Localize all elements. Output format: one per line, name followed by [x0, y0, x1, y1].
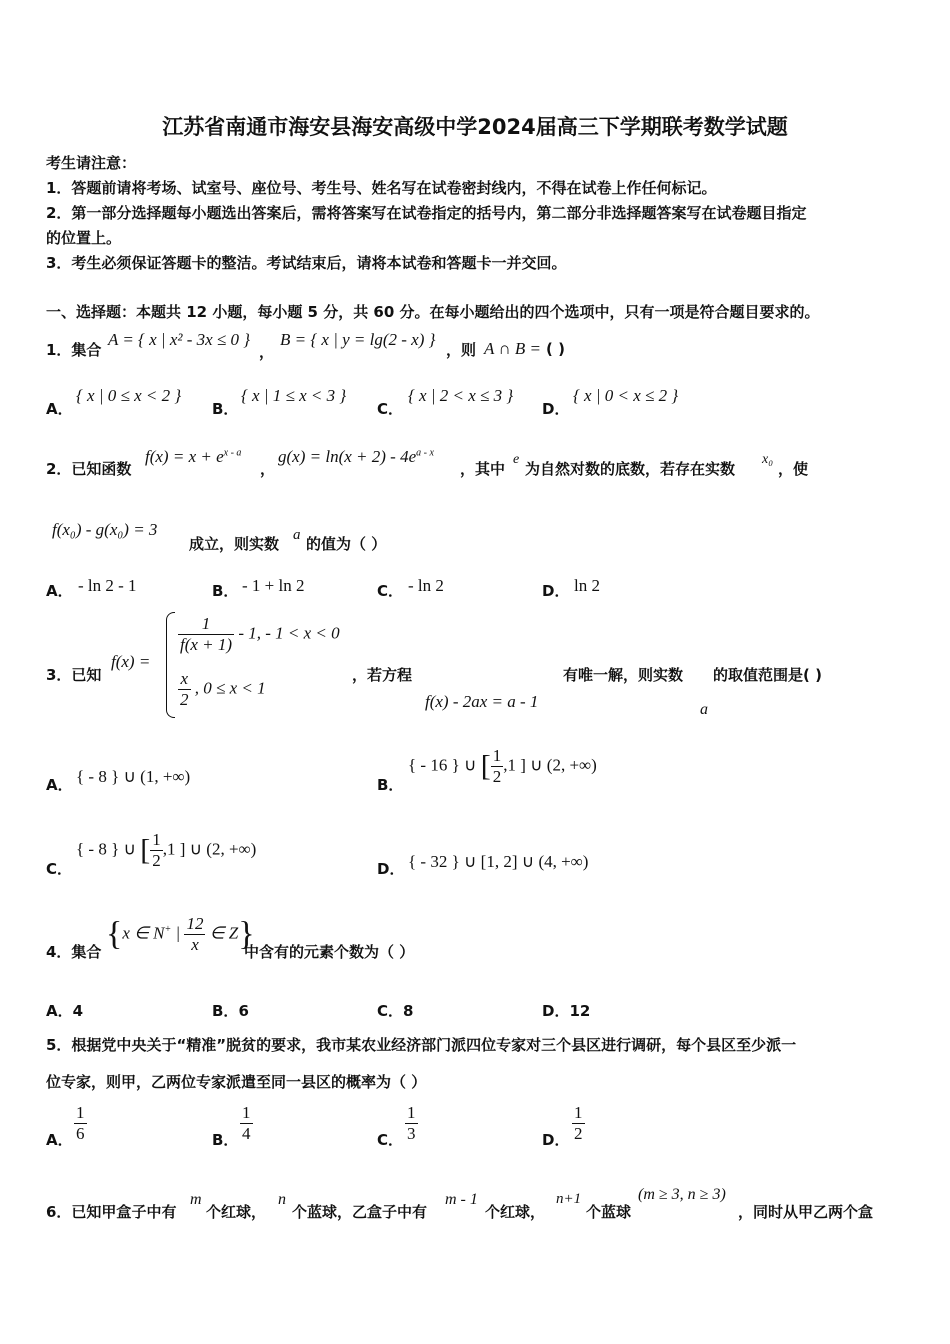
q3-option-b-label: B．: [377, 776, 404, 794]
q4-option-d: D．12: [542, 1002, 591, 1020]
q5-option-b: $\frac{1}{4}$: [242, 1103, 251, 1143]
notice-heading: 考生请注意：: [46, 154, 137, 172]
q2-g: $g(x) = \ln(x + 2) - 4e^{a - x}$: [278, 447, 434, 466]
q2-condition: f(x₀) - g(x₀) = 3: [52, 520, 158, 539]
q1-option-b: { x | 1 ≤ x < 3 }: [241, 386, 347, 405]
q4-lead: 4．集合: [46, 943, 102, 961]
q6-n: n: [278, 1191, 286, 1208]
q5-option-d: $\frac{1}{2}$: [574, 1103, 583, 1143]
q2-option-a-label: A．: [46, 582, 73, 600]
q1-option-d: { x | 0 < x ≤ 2 }: [573, 386, 679, 405]
q2-e: e: [513, 452, 520, 467]
q1-option-c-label: C．: [377, 400, 404, 418]
q4-option-c: C．8: [377, 1002, 414, 1020]
q3-case-2: $\frac{x}{2}$ , 0 ≤ x < 1: [180, 669, 266, 709]
q2-option-d: ln 2: [574, 576, 600, 595]
q6-condition: (m ≥ 3, n ≥ 3): [638, 1186, 726, 1203]
q5-option-c-label: C．: [377, 1131, 404, 1149]
q3-mid3: 的取值范围是( ): [713, 666, 822, 684]
q2-option-d-label: D．: [542, 582, 570, 600]
q3-option-c: { - 8 } ∪ [ $\frac{1}{2}$ ,1 ] ∪ (2, +∞): [76, 830, 257, 870]
q1-lead: 1．集合: [46, 341, 102, 359]
q5-option-b-label: B．: [212, 1131, 239, 1149]
q4-option-a: A．4: [46, 1002, 84, 1020]
q6-n-plus-1: n+1: [556, 1191, 582, 1207]
q6-t1: 个红球，: [206, 1203, 267, 1221]
q6-m-minus-1: m - 1: [445, 1191, 478, 1208]
q6-t4: 个蓝球: [586, 1203, 632, 1221]
q2-x0: x₀: [762, 452, 774, 467]
q6-m: m: [190, 1191, 202, 1208]
q2-option-b-label: B．: [212, 582, 239, 600]
notice-item: 的位置上。: [46, 229, 122, 247]
q3-option-a-label: A．: [46, 776, 73, 794]
q2-cond-tail: 的值为（ ）: [306, 535, 387, 553]
q6-t3: 个红球，: [485, 1203, 546, 1221]
q3-option-c-label: C．: [46, 860, 73, 878]
q1-sep: ，: [259, 343, 275, 361]
q1-ask: ，则: [446, 341, 477, 359]
q5-option-d-label: D．: [542, 1131, 570, 1149]
q3-option-b: { - 16 } ∪ [ $\frac{1}{2}$ ,1 ] ∪ (2, +∞): [408, 746, 597, 786]
q2-option-c: - ln 2: [408, 576, 444, 595]
q4-tail: 中含有的元素个数为（ ）: [244, 943, 415, 961]
q4-set: {x ∈ N+ | $\frac{12}{x}$ ∈ Z}: [106, 914, 255, 954]
q3-lead: 3．已知: [46, 666, 102, 684]
q1-option-a-label: A．: [46, 400, 73, 418]
q6-lead: 6．已知甲盒子中有: [46, 1203, 177, 1221]
q2-option-c-label: C．: [377, 582, 404, 600]
q2-a: a: [293, 527, 301, 543]
q3-option-d: { - 32 } ∪ [1, 2] ∪ (4, +∞): [408, 852, 589, 871]
q6-t2: 个蓝球，乙盒子中有: [292, 1203, 428, 1221]
q1-option-d-label: D．: [542, 400, 570, 418]
q2-mid2: 为自然对数的底数，若存在实数: [525, 460, 736, 478]
q5-line-2: 位专家，则甲，乙两位专家派遣至同一县区的概率为（ ）: [46, 1073, 427, 1091]
q5-option-a-label: A．: [46, 1131, 73, 1149]
notice-item: 1．答题前请将考场、试室号、座位号、考生号、姓名写在试卷密封线内，不得在试卷上作任何标记。: [46, 179, 717, 197]
page-title: 江苏省南通市海安县海安高级中学2024届高三下学期联考数学试题: [162, 115, 788, 139]
q3-option-a: { - 8 } ∪ (1, +∞): [76, 767, 191, 786]
q2-lead: 2．已知函数: [46, 460, 132, 478]
q2-f: $f(x) = x + e^{x - a}$: [145, 447, 242, 466]
q3-option-d-label: D．: [377, 860, 405, 878]
q3-equation: f(x) - 2ax = a - 1: [425, 692, 539, 711]
q6-t5: ，同时从甲乙两个盒: [738, 1203, 874, 1221]
q3-case-1: $\frac{1}{f(x + 1)}$ - 1, - 1 < x < 0: [180, 614, 340, 654]
q1-expr: A ∩ B =: [484, 339, 541, 358]
q5-option-a: $\frac{1}{6}$: [76, 1103, 85, 1143]
q1-option-a: { x | 0 ≤ x < 2 }: [76, 386, 182, 405]
q3-mid: ，若方程: [352, 666, 413, 684]
q1-set-a: A = { x | x² - 3x ≤ 0 }: [108, 330, 251, 349]
q2-cond-text: 成立，则实数: [189, 535, 280, 553]
q1-option-b-label: B．: [212, 400, 239, 418]
q2-option-a: - ln 2 - 1: [78, 576, 137, 595]
notice-item: 3．考生必须保证答题卡的整洁。考试结束后，请将本试卷和答题卡一并交回。: [46, 254, 567, 272]
q1-option-c: { x | 2 < x ≤ 3 }: [408, 386, 514, 405]
q2-mid: ，其中: [460, 460, 506, 478]
q5-option-c: $\frac{1}{3}$: [407, 1103, 416, 1143]
notice-item: 2．第一部分选择题每小题选出答案后，需将答案写在试卷指定的括号内，第二部分非选择题答案写在试卷题目指定: [46, 204, 807, 222]
q3-a: a: [700, 701, 708, 718]
q4-option-b: B．6: [212, 1002, 249, 1020]
q2-option-b: - 1 + ln 2: [242, 576, 305, 595]
q3-fx: f(x) =: [111, 652, 151, 671]
q1-set-b: B = { x | y = lg(2 - x) }: [280, 330, 436, 349]
q2-comma: ，: [260, 460, 276, 478]
q5-line-1: 5．根据党中央关于“精准”脱贫的要求，我市某农业经济部门派四位专家对三个县区进行调研，每个县区至少派一: [46, 1036, 797, 1054]
q3-mid2: 有唯一解，则实数: [563, 666, 684, 684]
q2-tail: ，使: [778, 460, 809, 478]
section-heading: 一、选择题：本题共 12 小题，每小题 5 分，共 60 分。在每小题给出的四个选项中，只有一项是符合题目要求的。: [46, 303, 820, 321]
q3-piecewise-brace: [166, 612, 175, 718]
q1-paren: ( ): [546, 340, 565, 358]
